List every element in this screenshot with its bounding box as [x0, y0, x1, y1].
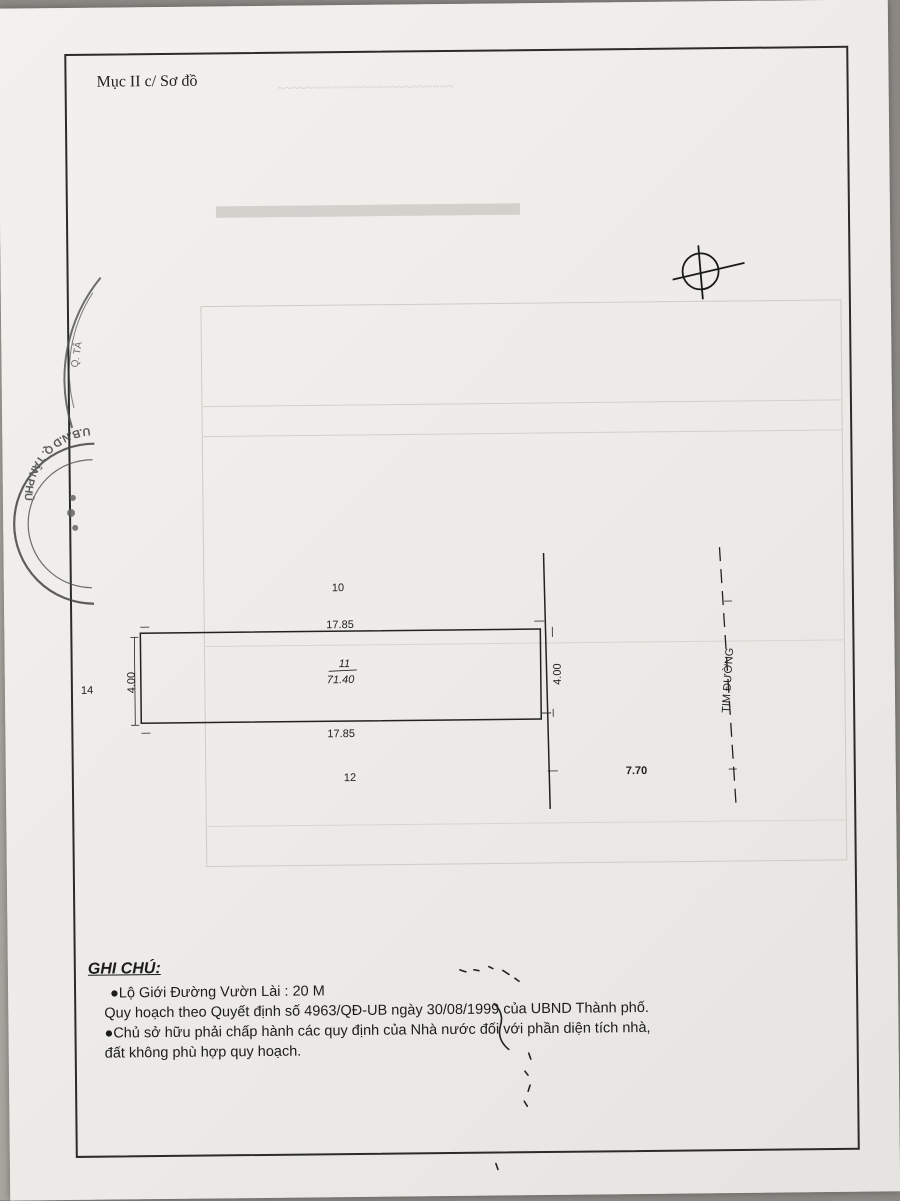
road-distance: 7.70 — [626, 765, 648, 777]
svg-text:Q. TÂ: Q. TÂ — [68, 340, 85, 368]
left-width: 4.00 — [126, 672, 138, 694]
neighbor-lot-top: 10 — [332, 582, 344, 594]
lot-number: 11 — [339, 658, 351, 670]
svg-text:~~~~~~~~~~~~~~~~~~~~~~~~~: ~~~~~~~~~~~~~~~~~~~~~~~~~ — [278, 79, 454, 96]
lot-area: 71.40 — [327, 674, 356, 686]
bottom-length: 17.85 — [327, 728, 355, 740]
note-owner-obligation-cont: đất không phù hợp quy hoạch. — [105, 1036, 829, 1064]
note-owner-obligation: ●Chủ sở hữu phải chấp hành các quy định của Nhà nước đối với phần diện tích nhà, — [104, 1016, 828, 1044]
neighbor-lot-left: 14 — [81, 685, 93, 697]
neighbor-lot-bottom: 12 — [344, 772, 356, 784]
note-planning-decision: Quy hoạch theo Quyết định số 4963/QĐ-UB ngày 30/08/1999 của UBND Thành phố. — [104, 996, 828, 1024]
note-road-width: ●Lộ Giới Đường Vườn Lài : 20 M — [110, 976, 828, 1004]
road-centerline-label: TIM ĐƯỜNG — [719, 647, 736, 713]
section-title: Mục II c/ Sơ đồ — [96, 73, 197, 92]
notes-heading: GHI CHÚ: — [88, 952, 828, 980]
stamp-text: U.B.N.D Q. TÂN PHÚ — [21, 425, 92, 501]
top-length: 17.85 — [326, 619, 354, 631]
signature — [460, 966, 532, 1170]
svg-text:▬▬▬▬▬▬▬▬: ▬▬▬▬▬▬▬▬ — [216, 194, 520, 239]
right-width: 4.00 — [552, 663, 564, 685]
